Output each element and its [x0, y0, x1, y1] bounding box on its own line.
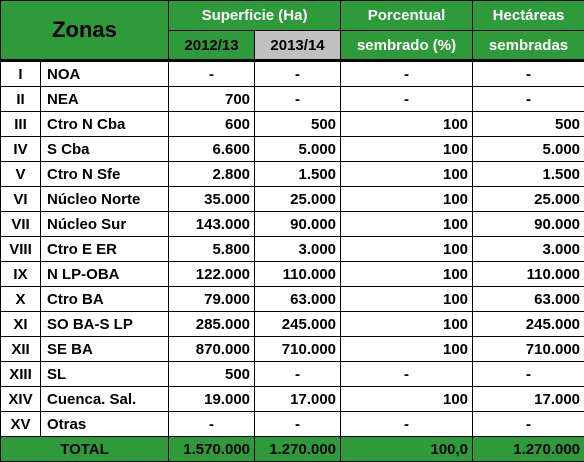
value-2012: -: [169, 61, 255, 87]
value-hectareas: 90.000: [473, 212, 584, 237]
value-2013: 5.000: [255, 137, 341, 162]
header-porcentual-sub: sembrado (%): [341, 31, 473, 61]
value-2012: 35.000: [169, 187, 255, 212]
header-year-2012: 2012/13: [169, 31, 255, 61]
zone-number: II: [1, 87, 41, 112]
value-2012: 870.000: [169, 337, 255, 362]
zone-name: Ctro BA: [41, 287, 169, 312]
value-2012: 700: [169, 87, 255, 112]
total-2012: 1.570.000: [169, 437, 255, 462]
value-2012: 122.000: [169, 262, 255, 287]
value-porcentual: 100: [341, 112, 473, 137]
total-2013: 1.270.000: [255, 437, 341, 462]
zone-name: Otras: [41, 412, 169, 437]
zone-name: SE BA: [41, 337, 169, 362]
table-row: [1, 112, 584, 137]
value-porcentual: 100: [341, 387, 473, 412]
zone-number: VII: [1, 212, 41, 237]
value-2012: 79.000: [169, 287, 255, 312]
value-hectareas: 25.000: [473, 187, 584, 212]
value-hectareas: 1.500: [473, 162, 584, 187]
table-row: [1, 337, 584, 362]
table-row: [1, 412, 584, 437]
zone-number: I: [1, 61, 41, 87]
table-row: [1, 262, 584, 287]
zone-number: III: [1, 112, 41, 137]
zone-name: Núcleo Sur: [41, 212, 169, 237]
value-2012: 143.000: [169, 212, 255, 237]
header-year-2013[interactable]: 2013/14: [255, 31, 341, 61]
value-2013: 90.000: [255, 212, 341, 237]
value-hectareas: 710.000: [473, 337, 584, 362]
value-2012: 600: [169, 112, 255, 137]
value-porcentual: 100: [341, 162, 473, 187]
header-hectareas: Hectáreas: [473, 1, 584, 31]
total-row: [1, 437, 584, 462]
value-porcentual: 100: [341, 337, 473, 362]
value-hectareas: 17.000: [473, 387, 584, 412]
value-2012: 19.000: [169, 387, 255, 412]
table-body: [1, 61, 584, 437]
value-hectareas: 63.000: [473, 287, 584, 312]
value-2013: 17.000: [255, 387, 341, 412]
zone-number: XIII: [1, 362, 41, 387]
table-row: [1, 237, 584, 262]
header-hectareas-sub: sembradas: [473, 31, 584, 61]
value-hectareas: 500: [473, 112, 584, 137]
table-row: [1, 87, 584, 112]
zone-number: XV: [1, 412, 41, 437]
table-row: [1, 162, 584, 187]
value-hectareas: -: [473, 87, 584, 112]
value-hectareas: -: [473, 61, 584, 87]
value-2012: 6.600: [169, 137, 255, 162]
value-porcentual: 100: [341, 187, 473, 212]
value-porcentual: -: [341, 362, 473, 387]
value-2013: 25.000: [255, 187, 341, 212]
value-2013: 245.000: [255, 312, 341, 337]
zone-name: Núcleo Norte: [41, 187, 169, 212]
value-hectareas: -: [473, 362, 584, 387]
table-row: [1, 61, 584, 87]
value-2012: 285.000: [169, 312, 255, 337]
table-row: [1, 137, 584, 162]
zone-number: X: [1, 287, 41, 312]
value-2013: -: [255, 87, 341, 112]
total-label: TOTAL: [1, 437, 169, 462]
table-row: [1, 362, 584, 387]
value-hectareas: 5.000: [473, 137, 584, 162]
value-2013: 110.000: [255, 262, 341, 287]
zone-number: VIII: [1, 237, 41, 262]
value-porcentual: 100: [341, 287, 473, 312]
value-porcentual: 100: [341, 312, 473, 337]
value-porcentual: 100: [341, 237, 473, 262]
value-2013: 1.500: [255, 162, 341, 187]
zone-number: XIV: [1, 387, 41, 412]
table-row: [1, 287, 584, 312]
zone-number: IV: [1, 137, 41, 162]
zone-name: SO BA-S LP: [41, 312, 169, 337]
zone-number: VI: [1, 187, 41, 212]
zone-name: SL: [41, 362, 169, 387]
zone-name: NOA: [41, 61, 169, 87]
zone-name: Cuenca. Sal.: [41, 387, 169, 412]
value-hectareas: -: [473, 412, 584, 437]
value-hectareas: 245.000: [473, 312, 584, 337]
value-2012: 500: [169, 362, 255, 387]
zone-name: N LP-OBA: [41, 262, 169, 287]
value-2013: 3.000: [255, 237, 341, 262]
value-2013: -: [255, 61, 341, 87]
header-porcentual: Porcentual: [341, 1, 473, 31]
zone-name: Ctro E ER: [41, 237, 169, 262]
value-2012: 2.800: [169, 162, 255, 187]
zone-number: XII: [1, 337, 41, 362]
value-2013: 500: [255, 112, 341, 137]
value-2013: -: [255, 362, 341, 387]
header-zonas: Zonas: [1, 1, 169, 61]
value-porcentual: 100: [341, 212, 473, 237]
value-hectareas: 3.000: [473, 237, 584, 262]
zone-name: NEA: [41, 87, 169, 112]
table-row: [1, 387, 584, 412]
value-2013: 710.000: [255, 337, 341, 362]
value-porcentual: -: [341, 87, 473, 112]
zone-number: V: [1, 162, 41, 187]
value-porcentual: 100: [341, 137, 473, 162]
total-hectareas: 1.270.000: [473, 437, 584, 462]
value-2013: 63.000: [255, 287, 341, 312]
zone-name: Ctro N Sfe: [41, 162, 169, 187]
table-row: [1, 187, 584, 212]
zone-name: S Cba: [41, 137, 169, 162]
value-porcentual: -: [341, 61, 473, 87]
zone-number: IX: [1, 262, 41, 287]
value-2012: 5.800: [169, 237, 255, 262]
total-porcentual: 100,0: [341, 437, 473, 462]
table-row: [1, 312, 584, 337]
zone-name: Ctro N Cba: [41, 112, 169, 137]
zone-number: XI: [1, 312, 41, 337]
value-hectareas: 110.000: [473, 262, 584, 287]
value-2013: -: [255, 412, 341, 437]
value-2012: -: [169, 412, 255, 437]
table-row: [1, 212, 584, 237]
header-superficie: Superficie (Ha): [169, 1, 341, 31]
value-porcentual: 100: [341, 262, 473, 287]
value-porcentual: -: [341, 412, 473, 437]
